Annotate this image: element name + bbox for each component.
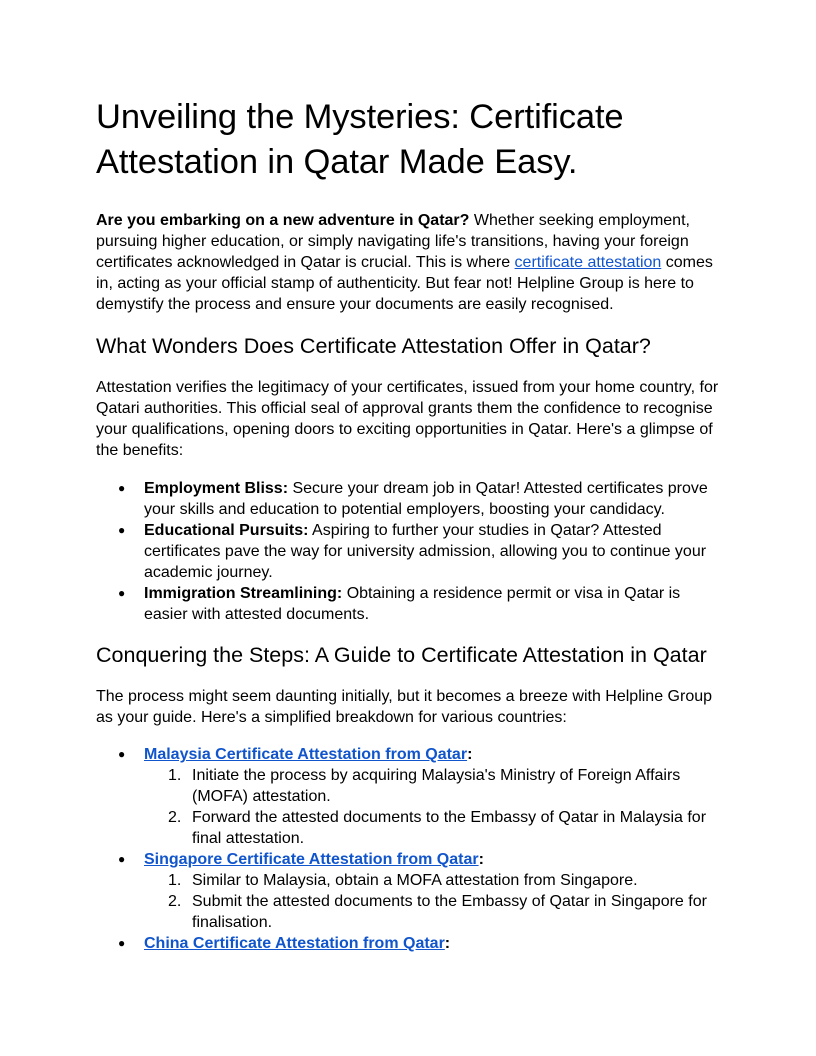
step-item [144, 807, 726, 849]
step-text: Submit the attested documents to the Embassy of Qatar in Singapore for finalisation. [192, 893, 707, 931]
certificate-attestation-link[interactable]: certificate attestation [514, 254, 662, 271]
countries-list [96, 744, 726, 954]
step-number: 1. [168, 767, 182, 784]
benefit-label: Educational Pursuits: [144, 522, 309, 539]
intro-text-1: Whether seeking employment, pursuing higher education, or simply navigating life's transitions, having your foreign certificates acknowledged in Qatar is crucial. This is where [96, 212, 690, 271]
link-suffix: : [444, 935, 451, 952]
benefit-item [96, 520, 726, 583]
step-number: 2. [168, 893, 182, 910]
step-text: Similar to Malaysia, obtain a MOFA attestation from Singapore. [192, 872, 638, 889]
section2-body: The process might seem daunting initially, but it becomes a breeze with Helpline Group as your guide. Here's a simplified breakdown for various countries: [96, 688, 713, 726]
section1-body: Attestation verifies the legitimacy of your certificates, issued from your home country, for Qatari authorities. This official seal of approval grants them the confidence to recognise your qualifications, opening doors to exciting opportunities in Qatar. Here's a glimpse of the benefits: [96, 379, 719, 459]
country-item-china [96, 933, 726, 954]
intro-paragraph [96, 210, 726, 315]
section2-heading: Conquering the Steps: A Guide to Certificate Attestation in Qatar [96, 643, 707, 667]
step-text: Forward the attested documents to the Embassy of Qatar in Malaysia for final attestation. [192, 809, 707, 847]
malaysia-attestation-link[interactable]: Malaysia Certificate Attestation from Qatar [144, 746, 468, 763]
step-item [144, 870, 726, 891]
step-item [144, 765, 726, 807]
link-suffix: : [478, 851, 484, 868]
benefits-list [96, 478, 726, 625]
benefit-label: Immigration Streamlining: [144, 585, 343, 602]
benefit-text: Aspiring to further your studies in Qatar? Attested certificates pave the way for university admission, allowing you to continue your academic journey. [144, 522, 707, 581]
step-number: 1. [168, 872, 182, 889]
benefit-text: Obtaining a residence permit or visa in Qatar is easier with attested documents. [144, 585, 681, 623]
benefit-item [96, 583, 726, 625]
section1-heading: What Wonders Does Certificate Attestation Offer in Qatar? [96, 334, 651, 358]
china-attestation-link[interactable]: China Certificate Attestation from Qatar [144, 935, 445, 952]
country-item-singapore [96, 849, 726, 933]
link-suffix: : [467, 746, 473, 763]
malaysia-steps [144, 765, 726, 849]
singapore-attestation-link[interactable]: Singapore Certificate Attestation from Qatar [144, 851, 479, 868]
singapore-steps [144, 870, 726, 933]
document-title: Unveiling the Mysteries: Certificate Attestation in Qatar Made Easy. [96, 98, 624, 181]
benefit-text: Secure your dream job in Qatar! Attested certificates prove your skills and education to potential employers, boosting your candidacy. [144, 480, 708, 518]
benefit-label: Employment Bliss: [144, 480, 289, 497]
step-text: Initiate the process by acquiring Malaysia's Ministry of Foreign Affairs (MOFA) attestation. [192, 767, 681, 805]
benefit-item [96, 478, 726, 520]
step-number: 2. [168, 809, 182, 826]
country-item-malaysia [96, 744, 726, 849]
intro-lead: Are you embarking on a new adventure in Qatar? [96, 212, 470, 229]
step-item [144, 891, 726, 933]
intro-text-2: comes in, acting as your official stamp of authenticity. But fear not! Helpline Group is here to demystify the process and ensure your documents are easily recognised. [96, 254, 713, 313]
